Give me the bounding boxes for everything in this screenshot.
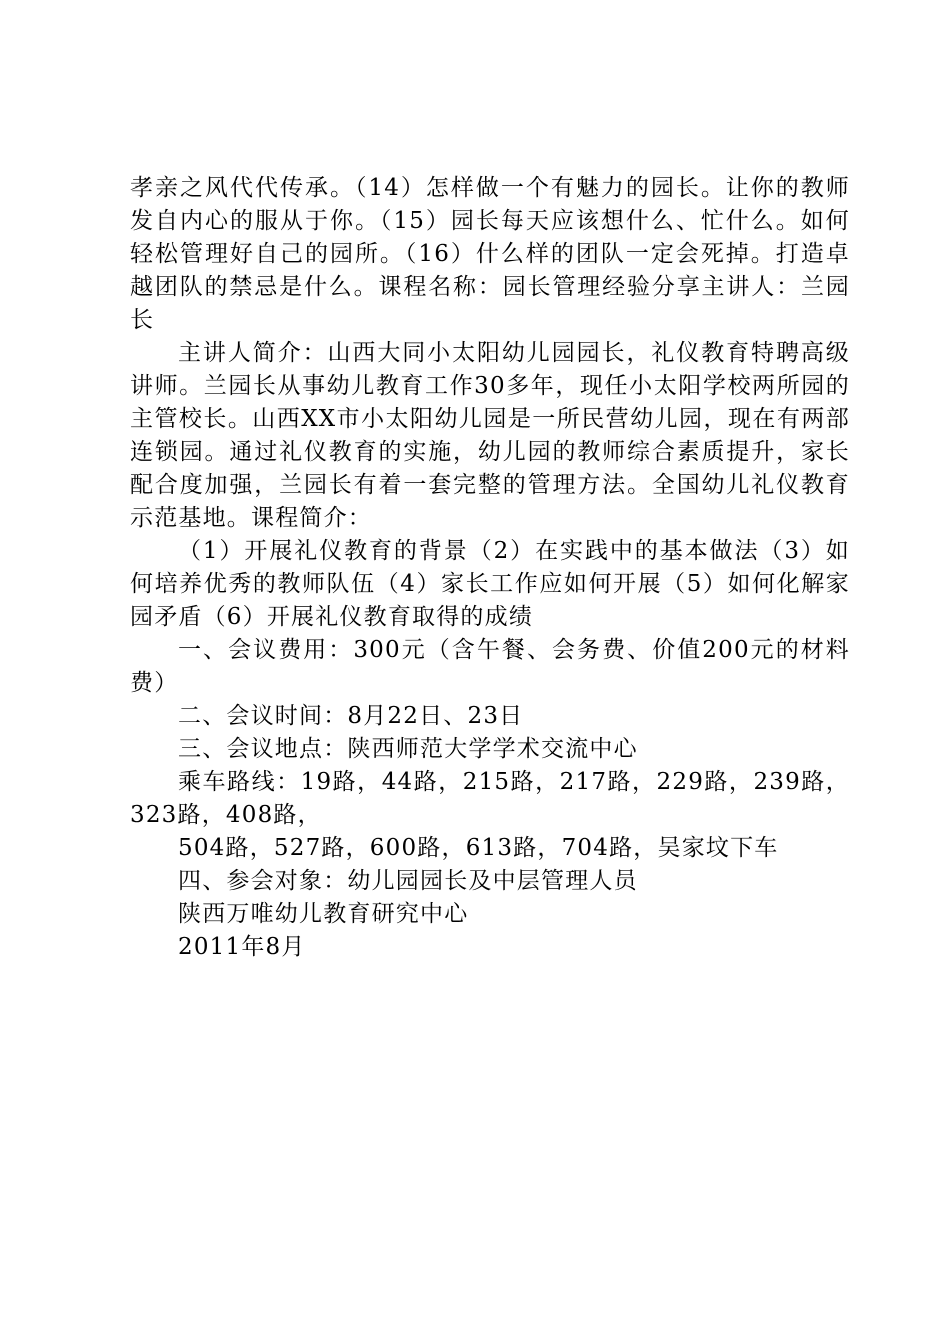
paragraph-bus-routes-continued: 504路，527路，600路，613路，704路，吴家坟下车 [178, 835, 779, 861]
document-page [130, 172, 850, 964]
organizer-name: 陕西万唯幼儿教育研究中心 [178, 901, 469, 927]
paragraph-speaker-intro: 主讲人简介：山西大同小太阳幼儿园园长，礼仪教育特聘高级讲师。兰园长从事幼儿教育工作30多年，现任小太阳学校两所园的主管校长。山西XX市小太阳幼儿园是一所民营幼儿园，现在有两部连锁园。通过礼仪教育的实施，幼儿园的教师综合素质提升，家长配合度加强，兰园长有着一套完整的管理方法。全国幼儿礼仪教育示范基地。课程简介： [130, 340, 850, 531]
paragraph-bus-routes: 乘车路线：19路，44路，215路，217路，229路，239路，323路，408路， [130, 769, 850, 828]
paragraph-course-topics: 孝亲之风代代传承。（14）怎样做一个有魅力的园长。让你的教师发自内心的服从于你。（15）园长每天应该想什么、忙什么。如何轻松管理好自己的园所。（16）什么样的团队一定会死掉。打造卓越团队的禁忌是什么。课程名称：园长管理经验分享主讲人：兰园长 [130, 175, 850, 333]
paragraph-course-outline: （1）开展礼仪教育的背景（2）在实践中的基本做法（3）如何培养优秀的教师队伍（4）家长工作应如何开展（5）如何化解家园矛盾（6）开展礼仪教育取得的成绩 [130, 538, 850, 630]
paragraph-meeting-venue: 三、会议地点：陕西师范大学学术交流中心 [178, 736, 638, 762]
paragraph-meeting-time: 二、会议时间：8月22日、23日 [178, 703, 524, 729]
document-date: 2011年8月 [178, 934, 306, 960]
paragraph-attendees: 四、参会对象：幼儿园园长及中层管理人员 [178, 868, 638, 894]
paragraph-meeting-fee: 一、会议费用：300元（含午餐、会务费、价值200元的材料费） [130, 637, 850, 696]
